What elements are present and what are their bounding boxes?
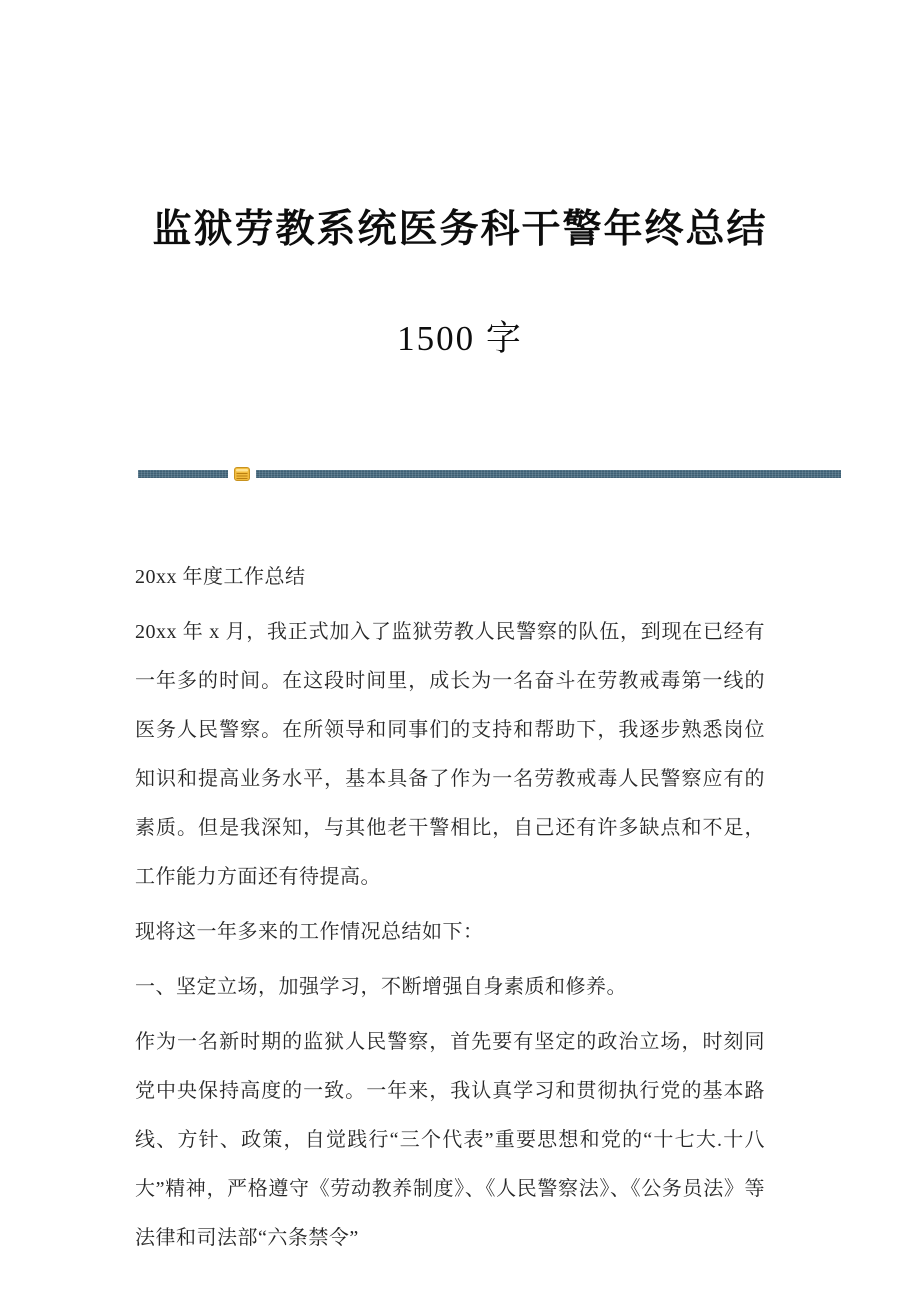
paragraph-2: 20xx 年 x 月，我正式加入了监狱劳教人民警察的队伍，到现在已经有一年多的时间。在这段时间里，成长为一名奋斗在劳教戒毒第一线的医务人民警察。在所领导和同事们的支持和帮助下，我逐步熟悉岗位知识和提高业务水平，基本具备了作为一名劳教戒毒人民警察应有的素质。但是我深知，与其他老干警相比，自己还有许多缺点和不足，工作能力方面还有待提高。 [135,621,765,888]
paragraph-5: 作为一名新时期的监狱人民警察，首先要有坚定的政治立场，时刻同党中央保持高度的一致。一年来，我认真学习和贯彻执行党的基本路线、方针、政策，自觉践行“三个代表”重要思想和党的“十七大.十八大”精神，严格遵守《劳动教养制度》、《人民警察法》、《公务员法》等法律和司法部“六条禁令” [135,1031,765,1249]
paragraph-1: 20xx 年度工作总结 [135,566,306,588]
paragraph-4: 一、坚定立场，加强学习，不断增强自身素质和修养。 [135,976,627,998]
divider-bar-left [138,470,228,478]
document-body [135,553,765,1263]
divider-bar-right [256,470,841,478]
envelope-icon [234,467,250,481]
document-subtitle: 1500 字 [397,319,523,358]
paragraph-3: 现将这一年多来的工作情况总结如下： [135,921,484,943]
section-divider [138,466,841,482]
document-title: 监狱劳教系统医务科干警年终总结 [152,208,768,251]
